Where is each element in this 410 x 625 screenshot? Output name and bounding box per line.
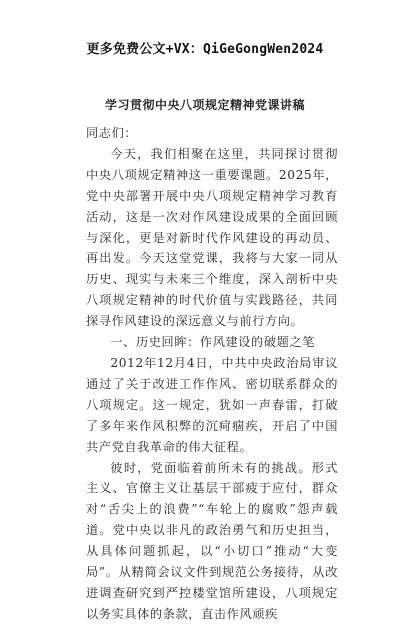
document-body [86,123,338,625]
paragraph-intro: 今天，我们相聚在这里，共同探讨贯彻中央八项规定精神这一重要课题。2025年，党中央部署开展中央八项规定精神学习教育活动，这是一次对作风建设成果的全面回顾与深化，更是对新时代作风建设的再动员、再出发。今天这堂党课，我将与大家一同从历史、现实与未来三个维度，深入剖析中央八项规定精神的时代价值与实践路径，共同探寻作风建设的深远意义与前行方向。 [86,146,338,329]
paragraph-history: 2012年12月4日，中共中央政治局审议通过了关于改进工作作风、密切联系群众的八项规定。这一规定，犹如一声春雷，打破了多年来作风积弊的沉疴痼疾，开启了中国共产党自我革命的伟大征程。 [86,355,338,454]
section-heading-1: 一、历史回眸：作风建设的破题之笔 [110,335,315,350]
paragraph-challenge: 彼时，党面临着前所未有的挑战。形式主义、官僚主义让基层干部疲于应付，群众对“舌尖上的浪费”“车轮上的腐败”怨声载道。党中央以非凡的政治勇气和历史担当，从具体问题抓起，以“小切口”推动“大变局”。从精简会议文件到规范公务接待，从改进调查研究到严控楼堂馆所建设，八项规定以务实具体的条款，直击作风顽疾 [86,460,338,621]
greeting: 同志们： [86,126,138,140]
document-title: 学习贯彻中央八项规定精神党课讲稿 [104,98,305,112]
header-ad-text: 更多免费公文+VX：QiGeGongWen2024 [86,42,324,57]
